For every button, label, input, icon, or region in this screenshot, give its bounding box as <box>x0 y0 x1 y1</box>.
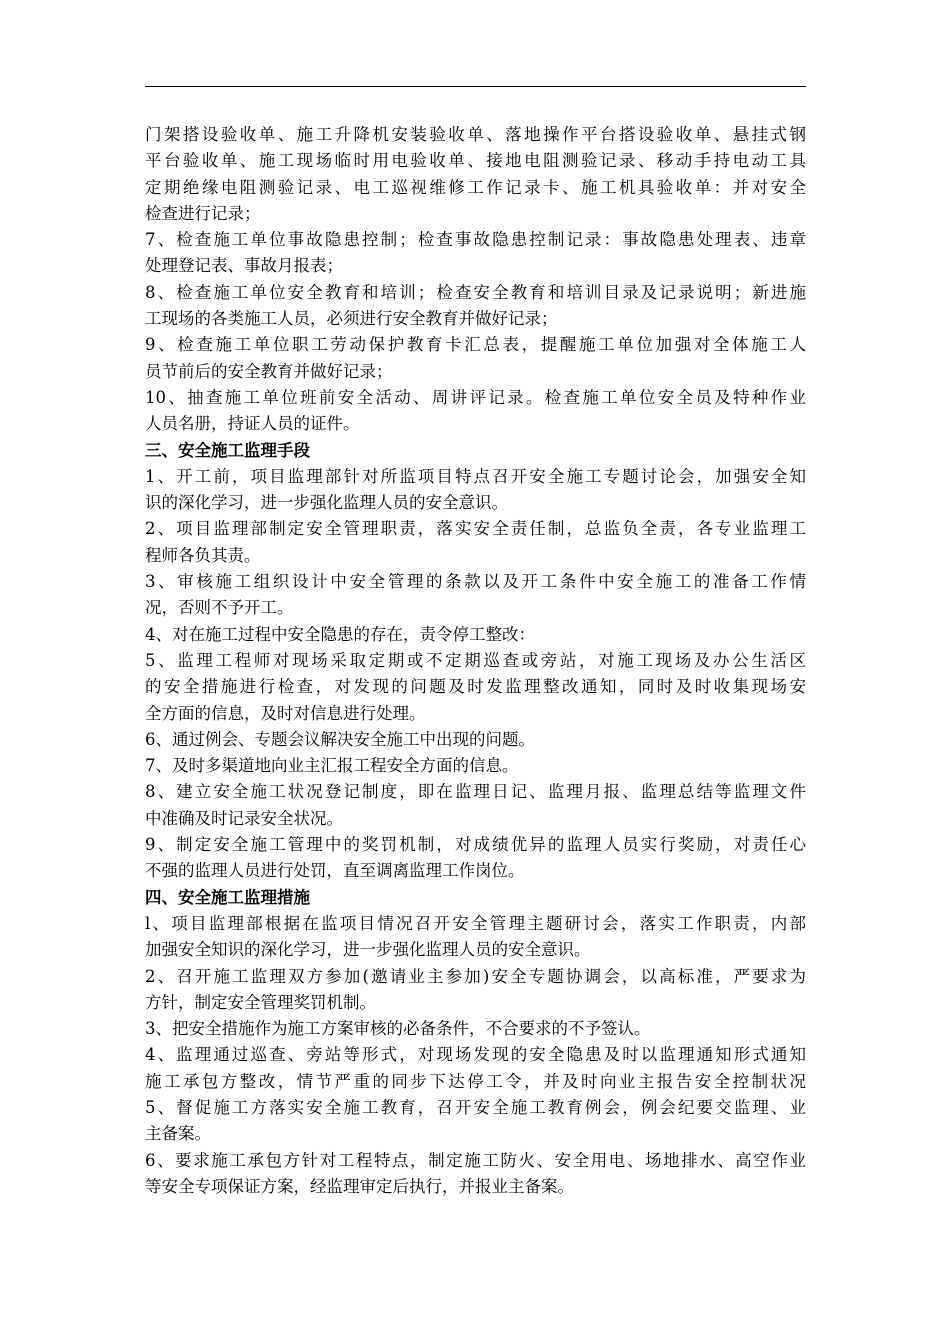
text-line: 8、检查施工单位安全教育和培训；检查安全教育和培训目录及记录说明；新进施 <box>145 282 806 302</box>
text-line: 的安全措施进行检查，对发现的问题及时发监理整改通知，同时及时收集现场安 <box>145 677 806 697</box>
text-line: 1、开工前，项目监理部针对所监项目特点召开安全施工专题讨论会，加强安全知 <box>145 466 806 486</box>
text-line: 3、把安全措施作为施工方案审核的必备条件，不合要求的不予签认。 <box>145 1019 651 1039</box>
text-line: 8、建立安全施工状况登记制度，即在监理日记、监理月报、监理总结等监理文件 <box>145 782 806 802</box>
text-line: 4、监理通过巡查、旁站等形式，对现场发现的安全隐患及时以监理通知形式通知 <box>145 1045 806 1065</box>
text-line: 人员名册，持证人员的证件。 <box>145 414 360 434</box>
text-line: 2、项目监理部制定安全管理职责，落实安全责任制，总监负全责，各专业监理工 <box>145 519 806 539</box>
text-line: 10、抽查施工单位班前安全活动、周讲评记录。检查施工单位安全员及特种作业 <box>145 387 806 407</box>
text-line: 7、及时多渠道地向业主汇报工程安全方面的信息。 <box>145 756 519 776</box>
text-line: 员节前后的安全教育并做好记录； <box>145 361 393 381</box>
text-line: 9、检查施工单位职工劳动保护教育卡汇总表，提醒施工单位加强对全体施工人 <box>145 335 806 355</box>
text-line: l、项目监理部根据在监项目情况召开安全管理主题研讨会，落实工作职责，内部 <box>145 913 806 933</box>
text-line: 等安全专项保证方案，经监理审定后执行，并报业主备案。 <box>145 1176 574 1196</box>
text-line: 中准确及时记录安全状况。 <box>145 808 343 828</box>
text-line: 加强安全知识的深化学习，进一步强化监理人员的安全意识。 <box>145 940 591 960</box>
section-heading: 三、安全施工监理手段 <box>145 440 310 460</box>
text-line: 程师各负其责。 <box>145 545 261 565</box>
section-heading: 四、安全施工监理措施 <box>145 887 310 907</box>
text-line: 主备案。 <box>145 1124 211 1144</box>
text-line: 4、对在施工过程中安全隐患的存在，责令停工整改： <box>145 624 535 644</box>
document-body <box>145 122 806 1200</box>
text-line: 全方面的信息，及时对信息进行处理。 <box>145 703 426 723</box>
text-line: 施工承包方整改，情节严重的同步下达停工令，并及时向业主报告安全控制状况 <box>145 1071 806 1091</box>
text-line: 方针，制定安全管理奖罚机制。 <box>145 992 376 1012</box>
text-line: 2、召开施工监理双方参加(邀请业主参加)安全专题协调会，以高标准，严要求为 <box>145 966 806 986</box>
text-line: 况，否则不予开工。 <box>145 598 294 618</box>
text-line: 检查进行记录； <box>145 203 261 223</box>
text-line: 不强的监理人员进行处罚，直至调离监理工作岗位。 <box>145 861 525 881</box>
text-line: 识的深化学习，进一步强化监理人员的安全意识。 <box>145 493 508 513</box>
text-line: 5、督促施工方落实安全施工教育，召开安全施工教育例会，例会纪要交监理、业 <box>145 1097 806 1117</box>
text-line: 7、检查施工单位事故隐患控制；检查事故隐患控制记录：事故隐患处理表、违章 <box>145 230 806 250</box>
text-line: 3、审核施工组织设计中安全管理的条款以及开工条件中安全施工的准备工作情 <box>145 572 806 592</box>
header-rule <box>145 86 806 87</box>
text-line: 工现场的各类施工人员，必须进行安全教育并做好记录； <box>145 309 558 329</box>
text-line: 平台验收单、施工现场临时用电验收单、接地电阻测验记录、移动手持电动工具 <box>145 151 806 171</box>
text-line: 9、制定安全施工管理中的奖罚机制，对成绩优异的监理人员实行奖励，对责任心 <box>145 835 806 855</box>
text-line: 6、通过例会、专题会议解决安全施工中出现的问题。 <box>145 729 535 749</box>
text-line: 5、监理工程师对现场采取定期或不定期巡查或旁站，对施工现场及办公生活区 <box>145 650 806 670</box>
text-line: 门架搭设验收单、施工升降机安装验收单、落地操作平台搭设验收单、悬挂式钢 <box>145 125 806 144</box>
text-line: 处理登记表、事故月报表； <box>145 256 343 276</box>
text-line: 6、要求施工承包方针对工程特点，制定施工防火、安全用电、场地排水、高空作业 <box>145 1150 806 1170</box>
text-line: 定期绝缘电阻测验记录、电工巡视维修工作记录卡、施工机具验收单：并对安全 <box>145 177 806 197</box>
